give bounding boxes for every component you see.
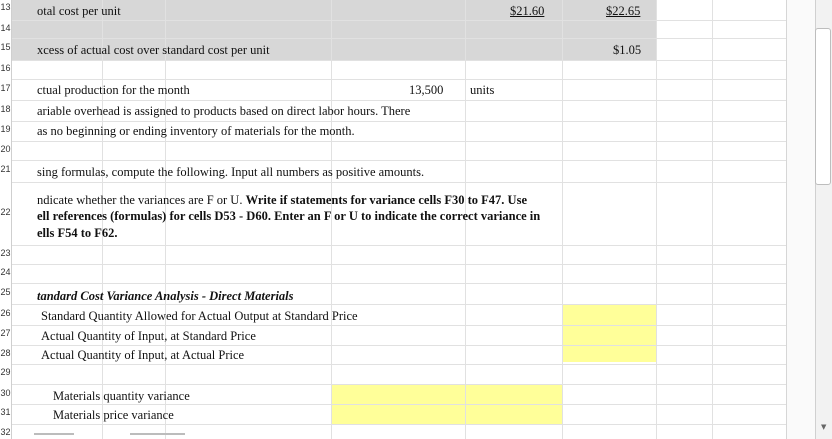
col-line (562, 0, 563, 439)
row-number[interactable]: 17 (0, 83, 11, 93)
excess-cost-value[interactable]: $1.05 (613, 43, 642, 57)
instruction-line1 (37, 193, 527, 208)
instruction-formulas: sing formulas, compute the following. Input all numbers as positive amounts. (37, 165, 425, 179)
row-line (11, 364, 786, 365)
row-number[interactable]: 13 (0, 2, 11, 12)
row-line (11, 264, 786, 265)
row-number[interactable]: 31 (0, 407, 11, 417)
sheet-divider (34, 433, 74, 435)
actual-production-label: ctual production for the month (37, 83, 190, 97)
row-number[interactable]: 32 (0, 427, 11, 437)
row-header (0, 0, 12, 439)
row-line (11, 245, 786, 246)
row-number[interactable]: 30 (0, 388, 11, 398)
row-number[interactable]: 22 (0, 207, 11, 217)
col-line (656, 0, 657, 439)
row-number[interactable]: 24 (0, 267, 11, 277)
row-line (11, 304, 786, 305)
row-number[interactable]: 21 (0, 164, 11, 174)
row-line (11, 121, 786, 122)
total-cost-label: otal cost per unit (37, 4, 121, 18)
actual-qty-actual-price-label: Actual Quantity of Input, at Actual Price (41, 348, 245, 362)
instruction-line1-plain: ndicate whether the variances are F or U. (37, 193, 246, 207)
row-number[interactable]: 29 (0, 367, 11, 377)
row-line (11, 38, 786, 39)
overhead-note-line2: as no beginning or ending inventory of materials for the month. (37, 124, 355, 138)
instruction-line3: ells F54 to F62. (37, 226, 118, 240)
actual-production-unit: units (470, 83, 495, 97)
section-heading-direct-materials: tandard Cost Variance Analysis - Direct Materials (37, 289, 294, 303)
row-number[interactable]: 23 (0, 248, 11, 258)
row-number[interactable]: 16 (0, 63, 11, 73)
standard-total-cost[interactable]: $21.60 (510, 4, 545, 18)
row-line (11, 384, 786, 385)
row-number[interactable]: 19 (0, 124, 11, 134)
actual-production-value[interactable]: 13,500 (409, 83, 444, 97)
row-line (11, 160, 786, 161)
row-number[interactable]: 18 (0, 104, 11, 114)
row-line (11, 424, 786, 425)
actual-total-cost[interactable]: $22.65 (606, 4, 641, 18)
row-number[interactable]: 20 (0, 144, 11, 154)
row-line (11, 20, 786, 21)
row-line (11, 404, 786, 405)
excess-cost-label: xcess of actual cost over standard cost per unit (37, 43, 270, 57)
input-cell-f26-f28[interactable] (562, 304, 656, 362)
row-line (11, 141, 786, 142)
instruction-line1-bold: Write if statements for variance cells F30 to F47. Use (245, 193, 527, 207)
row-number[interactable]: 26 (0, 308, 11, 318)
vertical-scrollbar[interactable] (786, 0, 827, 439)
col-line (712, 0, 713, 439)
scroll-down-arrow-icon[interactable]: ▼ (821, 423, 827, 431)
sheet-divider (130, 433, 185, 435)
row-number[interactable]: 27 (0, 328, 11, 338)
row-number[interactable]: 25 (0, 287, 11, 297)
row-line (11, 79, 786, 80)
row-number[interactable]: 14 (0, 23, 11, 33)
overhead-note-line1: ariable overhead is assigned to products based on direct labor hours. There (37, 104, 411, 118)
row-line (11, 283, 786, 284)
row-number[interactable]: 15 (0, 42, 11, 52)
materials-price-variance-label: Materials price variance (53, 408, 174, 422)
std-qty-allowed-label: Standard Quantity Allowed for Actual Output at Standard Price (41, 309, 358, 323)
row-line (11, 345, 786, 346)
scrollbar-thumb[interactable] (815, 28, 831, 185)
row-line (11, 60, 786, 61)
row-number[interactable]: 28 (0, 348, 11, 358)
materials-quantity-variance-label: Materials quantity variance (53, 389, 190, 403)
row-line (11, 325, 786, 326)
actual-qty-std-price-label: Actual Quantity of Input, at Standard Price (41, 329, 256, 343)
instruction-line2: ell references (formulas) for cells D53 - D60. Enter an F or U to indicate the correct variance in (37, 209, 541, 223)
row-line (11, 100, 786, 101)
row-line (11, 182, 786, 183)
